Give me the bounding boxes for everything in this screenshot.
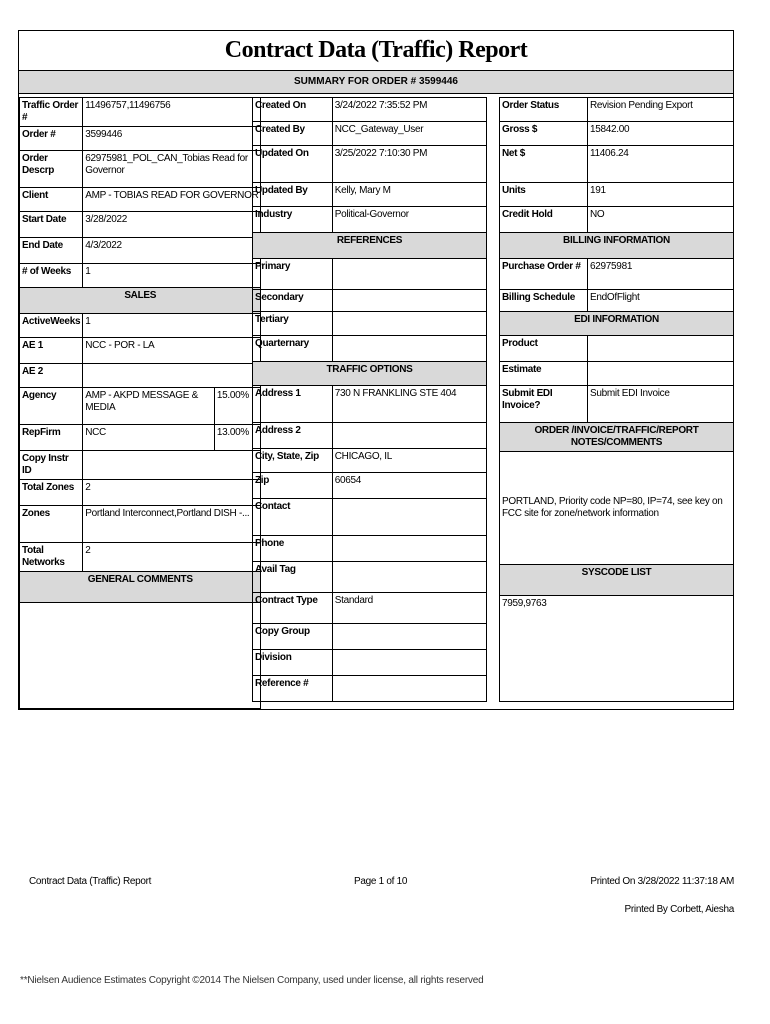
reference-value xyxy=(332,676,486,702)
notes-header: ORDER /INVOICE/TRAFFIC/REPORT NOTES/COMMENTS xyxy=(500,423,734,452)
po-label: Purchase Order # xyxy=(500,259,588,290)
order-descrp-value: 62975981_POL_CAN_Tobias Read for Governor xyxy=(83,151,261,188)
agency-pct: 15.00% xyxy=(214,388,261,425)
order-value: 3599446 xyxy=(83,127,261,151)
division-value xyxy=(332,650,486,676)
traffic-order-value: 11496757,11496756 xyxy=(83,98,261,127)
report-title: Contract Data (Traffic) Report xyxy=(224,37,528,63)
footer-page-number: Page 1 of 10 xyxy=(354,876,408,887)
zip-value: 60654 xyxy=(332,473,486,499)
primary-value xyxy=(332,259,486,290)
syscode-header: SYSCODE LIST xyxy=(500,565,734,596)
updated-on-label: Updated On xyxy=(253,146,333,183)
secondary-value xyxy=(332,290,486,312)
copyright-notice: **Nielsen Audience Estimates Copyright ©2014 The Nielsen Company, used under license, all rights reserved xyxy=(20,975,484,986)
copy-instr-value xyxy=(83,451,261,480)
gross-value: 15842.00 xyxy=(588,122,734,146)
address1-label: Address 1 xyxy=(253,386,333,423)
billing-header: BILLING INFORMATION xyxy=(500,233,734,259)
start-date-value: 3/28/2022 xyxy=(83,212,261,238)
address2-value xyxy=(332,423,486,449)
estimate-value xyxy=(588,362,734,386)
notes-body: PORTLAND, Priority code NP=80, IP=74, see key on FCC site for zone/network information xyxy=(500,452,734,565)
gross-label: Gross $ xyxy=(500,122,588,146)
footer-printed-by: Printed By Corbett, Aiesha xyxy=(624,904,734,915)
weeks-value: 1 xyxy=(83,264,261,288)
billing-schedule-label: Billing Schedule xyxy=(500,290,588,312)
order-label: Order # xyxy=(20,127,83,151)
active-weeks-label: ActiveWeeks xyxy=(20,314,83,338)
phone-label: Phone xyxy=(253,536,333,562)
client-label: Client xyxy=(20,188,83,212)
created-on-label: Created On xyxy=(253,98,333,122)
contract-report xyxy=(18,30,734,710)
industry-value: Political-Governor xyxy=(332,207,486,233)
avail-tag-value xyxy=(332,562,486,593)
ae1-label: AE 1 xyxy=(20,338,83,364)
total-zones-value: 2 xyxy=(83,480,261,506)
address2-label: Address 2 xyxy=(253,423,333,449)
repfirm-value: NCC xyxy=(83,425,215,451)
summary-header: SUMMARY FOR ORDER # 3599446 xyxy=(19,70,733,94)
copy-group-label: Copy Group xyxy=(253,624,333,650)
zones-value: Portland Interconnect,Portland DISH -... xyxy=(83,506,261,543)
reference-label: Reference # xyxy=(253,676,333,702)
submit-edi-label: Submit EDI Invoice? xyxy=(500,386,588,423)
units-label: Units xyxy=(500,183,588,207)
net-label: Net $ xyxy=(500,146,588,183)
primary-label: Primary xyxy=(253,259,333,290)
agency-label: Agency xyxy=(20,388,83,425)
zones-label: Zones xyxy=(20,506,83,543)
ae2-value xyxy=(83,364,261,388)
city-value: CHICAGO, IL xyxy=(332,449,486,473)
column-references xyxy=(252,97,487,702)
general-comments-body xyxy=(20,603,261,709)
copy-group-value xyxy=(332,624,486,650)
quarternary-label: Quarternary xyxy=(253,336,333,362)
phone-value xyxy=(332,536,486,562)
credit-hold-value: NO xyxy=(588,207,734,233)
ae1-value: NCC - POR - LA xyxy=(83,338,261,364)
division-label: Division xyxy=(253,650,333,676)
repfirm-label: RepFirm xyxy=(20,425,83,451)
order-descrp-label: Order Descrp xyxy=(20,151,83,188)
end-date-value: 4/3/2022 xyxy=(83,238,261,264)
footer-printed-on: Printed On 3/28/2022 11:37:18 AM xyxy=(590,876,734,887)
general-comments-header: GENERAL COMMENTS xyxy=(20,572,261,603)
syscode-list: 7959,9763 xyxy=(500,596,734,702)
order-status-value: Revision Pending Export xyxy=(588,98,734,122)
po-value: 62975981 xyxy=(588,259,734,290)
address1-value: 730 N FRANKLING STE 404 xyxy=(332,386,486,423)
updated-by-value: Kelly, Mary M xyxy=(332,183,486,207)
start-date-label: Start Date xyxy=(20,212,83,238)
copy-instr-label: Copy Instr ID xyxy=(20,451,83,480)
tertiary-value xyxy=(332,312,486,336)
created-by-value: NCC_Gateway_User xyxy=(332,122,486,146)
net-value: 11406.24 xyxy=(588,146,734,183)
column-order-details xyxy=(19,97,259,709)
industry-label: Industry xyxy=(253,207,333,233)
ae2-label: AE 2 xyxy=(20,364,83,388)
sales-header: SALES xyxy=(20,288,261,314)
quarternary-value xyxy=(332,336,486,362)
city-label: City, State, Zip xyxy=(253,449,333,473)
tertiary-label: Tertiary xyxy=(253,312,333,336)
submit-edi-value: Submit EDI Invoice xyxy=(588,386,734,423)
repfirm-pct: 13.00% xyxy=(214,425,261,451)
end-date-label: End Date xyxy=(20,238,83,264)
traffic-options-header: TRAFFIC OPTIONS xyxy=(253,362,487,386)
weeks-label: # of Weeks xyxy=(20,264,83,288)
product-label: Product xyxy=(500,336,588,362)
avail-tag-label: Avail Tag xyxy=(253,562,333,593)
references-header: REFERENCES xyxy=(253,233,487,259)
total-networks-value: 2 xyxy=(83,543,261,572)
created-by-label: Created By xyxy=(253,122,333,146)
zip-label: Zip xyxy=(253,473,333,499)
credit-hold-label: Credit Hold xyxy=(500,207,588,233)
active-weeks-value: 1 xyxy=(83,314,261,338)
contact-value xyxy=(332,499,486,536)
edi-header: EDI INFORMATION xyxy=(500,312,734,336)
secondary-label: Secondary xyxy=(253,290,333,312)
column-billing xyxy=(499,97,734,702)
agency-value: AMP - AKPD MESSAGE & MEDIA xyxy=(83,388,215,425)
created-on-value: 3/24/2022 7:35:52 PM xyxy=(332,98,486,122)
billing-schedule-value: EndOfFlight xyxy=(588,290,734,312)
contract-type-value: Standard xyxy=(332,593,486,624)
updated-on-value: 3/25/2022 7:10:30 PM xyxy=(332,146,486,183)
estimate-label: Estimate xyxy=(500,362,588,386)
total-zones-label: Total Zones xyxy=(20,480,83,506)
units-value: 191 xyxy=(588,183,734,207)
contract-type-label: Contract Type xyxy=(253,593,333,624)
updated-by-label: Updated By xyxy=(253,183,333,207)
traffic-order-label: Traffic Order # xyxy=(20,98,83,127)
order-status-label: Order Status xyxy=(500,98,588,122)
product-value xyxy=(588,336,734,362)
total-networks-label: Total Networks xyxy=(20,543,83,572)
footer-report-name: Contract Data (Traffic) Report xyxy=(29,876,152,887)
client-value: AMP - TOBIAS READ FOR GOVERNOR xyxy=(83,188,261,212)
contact-label: Contact xyxy=(253,499,333,536)
